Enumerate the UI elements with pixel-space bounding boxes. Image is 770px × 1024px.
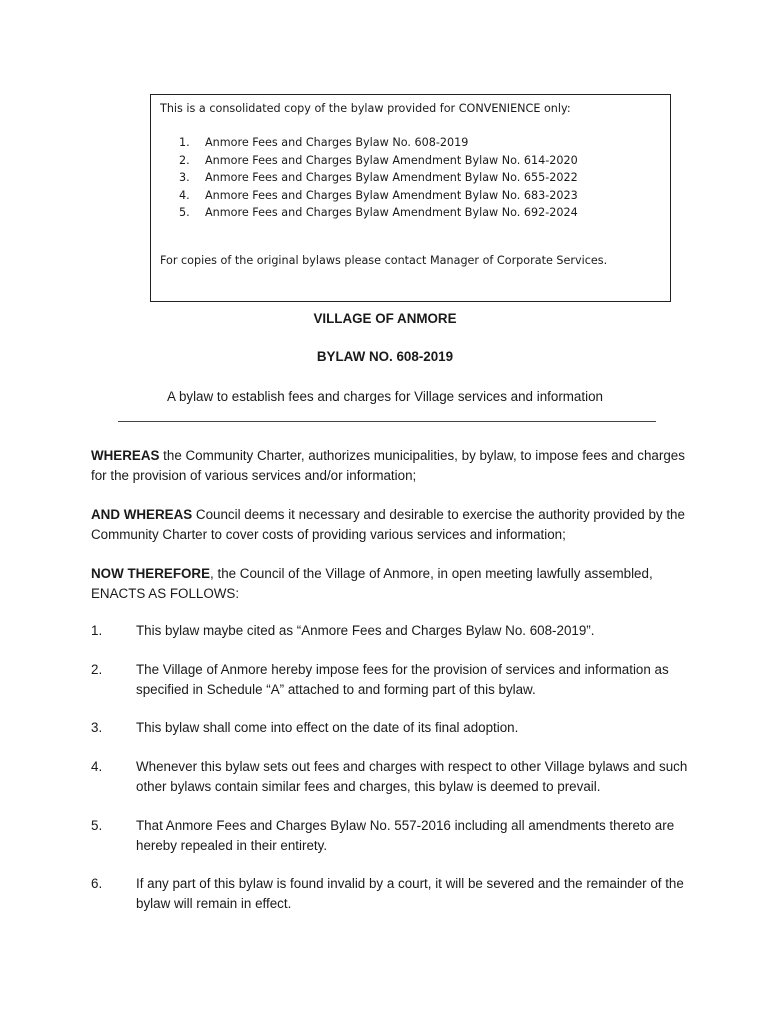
clause-number: 1.: [91, 623, 103, 638]
clause-text: The Village of Anmore hereby impose fees for the provision of services and information as specified in Schedule “A” attached to and forming part of this bylaw.: [136, 662, 669, 697]
consolidation-notice-box: [150, 94, 671, 302]
list-item: 2. Anmore Fees and Charges Bylaw Amendment Bylaw No. 614-2020: [179, 153, 578, 167]
list-item: 3. Anmore Fees and Charges Bylaw Amendment Bylaw No. 655-2022: [179, 171, 578, 184]
whereas-paragraph: WHEREAS the Community Charter, authorizes municipalities, by bylaw, to impose fees and charges for the provision of various services and/or information;: [91, 448, 685, 483]
notice-intro: This is a consolidated copy of the bylaw provided for CONVENIENCE only:: [160, 102, 571, 115]
bylaw-number: BYLAW NO. 608-2019: [316, 349, 454, 364]
clause-text: Whenever this bylaw sets out fees and charges with respect to other Village bylaws and such other bylaws contain similar fees and charges, this bylaw is deemed to prevail.: [136, 759, 688, 794]
clause-text: This bylaw shall come into effect on the date of its final adoption.: [136, 720, 519, 735]
divider-line: [118, 421, 656, 422]
clause-number: 5.: [91, 818, 103, 833]
notice-footer: For copies of the original bylaws please contact Manager of Corporate Services.: [160, 254, 608, 267]
clause-number: 4.: [91, 759, 103, 774]
clause-text: This bylaw maybe cited as “Anmore Fees and Charges Bylaw No. 608-2019”.: [136, 623, 595, 638]
clause-text: That Anmore Fees and Charges Bylaw No. 557-2016 including all amendments thereto are hereby repealed in their entirety.: [136, 818, 675, 853]
page-title: VILLAGE OF ANMORE: [313, 311, 457, 326]
list-item: 5. Anmore Fees and Charges Bylaw Amendment Bylaw No. 692-2024: [179, 206, 578, 219]
clause-text: If any part of this bylaw is found invalid by a court, it will be severed and the remainder of the bylaw will remain in effect.: [136, 876, 684, 911]
clause-number: 2.: [91, 662, 103, 677]
bylaw-purpose: A bylaw to establish fees and charges for Village services and information: [167, 389, 603, 404]
consolidated-bylaw-list: [179, 134, 578, 222]
list-item: 4. Anmore Fees and Charges Bylaw Amendment Bylaw No. 683-2023: [179, 188, 578, 202]
now-therefore-paragraph: NOW THEREFORE, the Council of the Village of Anmore, in open meeting lawfully assembled, ENACTS AS FOLLOWS:: [91, 566, 653, 601]
clause-number: 6.: [91, 876, 103, 891]
clause-number: 3.: [91, 720, 103, 735]
list-item: 1. Anmore Fees and Charges Bylaw No. 608-2019: [179, 136, 469, 149]
and-whereas-paragraph: AND WHEREAS Council deems it necessary and desirable to exercise the authority provided by the Community Charter to cover costs of providing various services and information;: [91, 507, 685, 542]
